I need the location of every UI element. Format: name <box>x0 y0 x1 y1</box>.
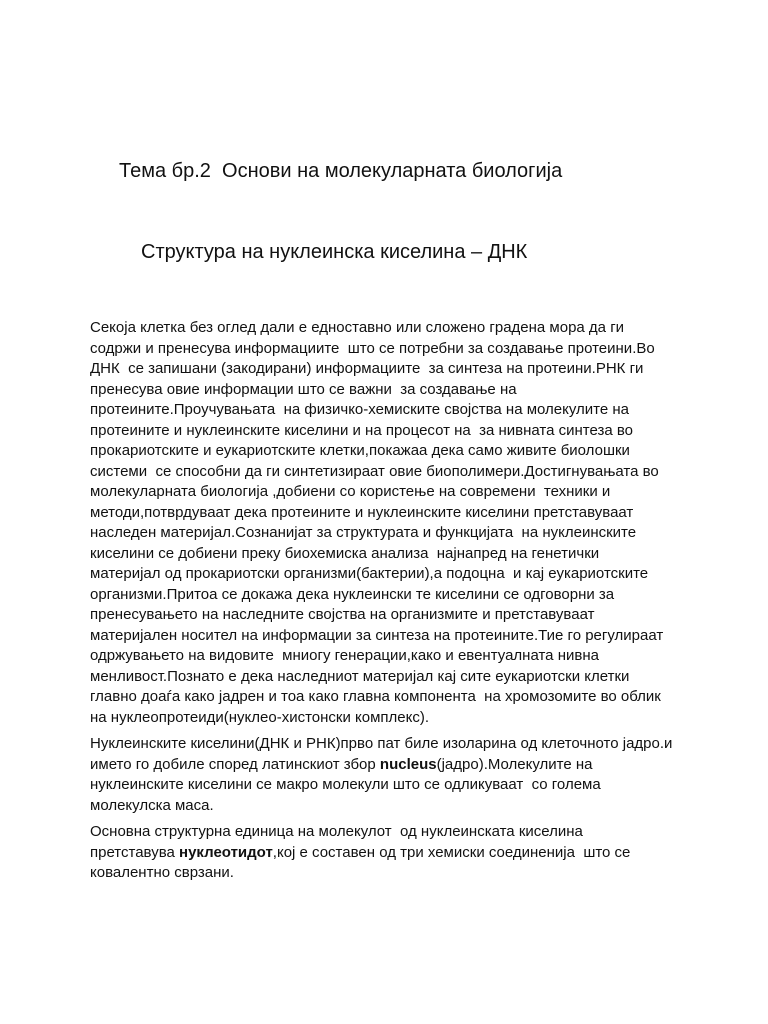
text-line: системи се способни да ги синтетизираат овие биополимери.Достигнувањата во <box>90 462 659 480</box>
text-line: содржи и пренесува информациите што се потребни за создавање протеини.Во <box>90 339 655 357</box>
text-line: протеините и нуклеинските киселини и на процесот на за нивната синтеза во <box>90 421 634 439</box>
text-run: името го добиле според латинскиот збор <box>90 755 380 773</box>
text-line: нуклеинските киселини се макро молекули што се одликуваат со голема <box>90 776 601 793</box>
text-line: методи,потврдуваат дека протеините и нуклеинските киселини претставуваат <box>90 503 634 521</box>
text-line: ДНК се запишани (закодирани) информациите за синтеза на протеини.РНК ги <box>90 360 644 377</box>
text-line <box>90 755 690 776</box>
page-title: Тема бр.2 Основи на молекуларната биологија <box>119 160 563 182</box>
text-line: протеините.Проучувањата на физичко-хемиските својства на молекулите на <box>90 401 630 418</box>
paragraph-1 <box>90 318 690 728</box>
text-line: молекулска маса. <box>90 796 214 814</box>
text-line: Основна структурна единица на молекулот од нуклеинската киселина <box>90 823 583 840</box>
text-line: пренесува овие информации што се важни за создавање на <box>90 380 517 398</box>
bold-term-nucleotide: нуклеотидот <box>179 843 273 861</box>
text-line: главно доаѓа како јадрен и тоа како главна компонента на хромозомите во облик <box>90 688 661 705</box>
text-line: организми.Притоа се докажа дека нуклеински те киселини се одговорни за <box>90 585 615 603</box>
text-line: материјален носител на информации за синтеза на протеините.Тие го регулираат <box>90 626 664 644</box>
text-line: Секоја клетка без оглед дали е едноставно или сложено градена мора да ги <box>90 319 625 336</box>
body-text <box>90 318 690 890</box>
text-line: ковалентно сврзани. <box>90 864 234 881</box>
text-line: киселини се добиени преку биохемиска анализа најнапред на генетички <box>90 544 600 562</box>
text-line: прокариотските и еукариотските клетки,покажаа дека само живите биолошки <box>90 442 630 459</box>
text-line: молекуларната биологија ,добиени со користење на современи техники и <box>90 483 611 500</box>
text-line: на нуклеопротеиди(нуклео-хистонски комплекс). <box>90 708 430 726</box>
bold-term-nucleus: nucleus <box>379 755 437 773</box>
paragraph-3 <box>90 822 690 884</box>
text-line <box>90 843 690 864</box>
text-run: ,кој е составен од три хемиски соединенија што се <box>272 843 631 861</box>
text-run: претставува <box>90 843 180 861</box>
text-line: материјал од прокариотски организми(бактерии),а подоцна и кај еукариотските <box>90 565 649 582</box>
section-subtitle: Структура на нуклеинска киселина – ДНК <box>141 241 528 263</box>
text-line: Нуклеинските киселини(ДНК и РНК)прво пат биле изоларина од клеточното јадро.и <box>90 735 673 752</box>
text-line: менливост.Познато е дека наследниот материјал кај сите еукариотски клетки <box>90 667 630 685</box>
text-run: (јадро).Молекулите на <box>436 755 593 773</box>
text-line: пренесувањето на наследните својства на организмите и претставуваат <box>90 606 595 623</box>
paragraph-2 <box>90 734 690 816</box>
text-line: одржувањето на видовите мниогу генерации,како и евентуалната нивна <box>90 647 599 664</box>
text-line: наследен материјал.Сознанијат за структурата и функцијата на нуклеинските <box>90 524 637 541</box>
